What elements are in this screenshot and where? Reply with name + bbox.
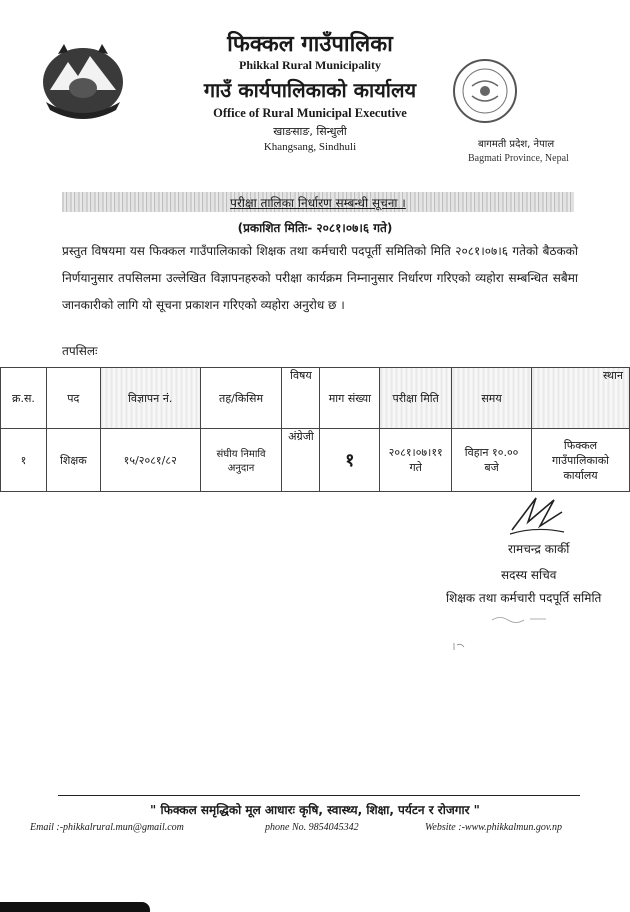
header-post: पद bbox=[46, 368, 100, 429]
header-subject: विषय bbox=[282, 368, 320, 429]
cell-exam-date: २०८१।०७।११ गते bbox=[380, 429, 452, 492]
footer-phone: phone No. 9854045342 bbox=[265, 822, 359, 833]
scan-edge-mark bbox=[0, 902, 150, 912]
cell-advertisement-no: १५/२०८१/८२ bbox=[100, 429, 200, 492]
office-seal-icon bbox=[450, 56, 520, 126]
address-english: Khangsang, Sindhuli bbox=[263, 141, 357, 153]
province-nepali: बागमती प्रदेश, नेपाल bbox=[478, 139, 555, 150]
exam-schedule-table bbox=[0, 367, 630, 492]
cell-level-type: संघीय निमावि अनुदान bbox=[200, 429, 282, 492]
faint-mark bbox=[452, 641, 472, 651]
header-time: समय bbox=[452, 368, 532, 429]
address-nepali: खाङसाङ, सिन्धुली bbox=[273, 125, 347, 138]
footer-slogan: " फिक्कल समृद्धिको मूल आधारः कृषि, स्वास्थ्य, शिक्षा, पर्यटन र रोजगार " bbox=[150, 803, 480, 817]
footer-divider bbox=[58, 795, 580, 796]
header-level-type: तह/किसिम bbox=[200, 368, 282, 429]
office-name-nepali: गाउँ कार्यपालिकाको कार्यालय bbox=[203, 78, 417, 102]
cell-demand-count: १ bbox=[320, 429, 380, 492]
signature-mark bbox=[506, 492, 566, 538]
office-name-english: Office of Rural Municipal Executive bbox=[213, 106, 407, 120]
signatory-role: सदस्य सचिव bbox=[501, 568, 557, 582]
table-row bbox=[1, 429, 630, 492]
nepal-emblem-icon bbox=[38, 40, 128, 120]
cell-venue: फिक्कल गाउँपालिकाको कार्यालय bbox=[532, 429, 630, 492]
notice-body: प्रस्तुत विषयमा यस फिक्कल गाउँपालिकाको शिक्षक तथा कर्मचारी पदपूर्ती समितिको मिति २०८१।०७।६ गतेको बैठकको निर्णयानुसार तपसिलमा उल्लेखित विज्ञापनहरुको परीक्षा कार्यक्रम निम्नानुसार निर्धारण गरिएको व्यहोरा सम्बन्धित सबैमा जानकारीको लागि यो सूचना प्रकाशन गरिएको व्यहोरा अनुरोध छ । bbox=[62, 244, 578, 312]
header-venue: स्थान bbox=[532, 368, 630, 429]
published-date: (प्रकाशित मितिः- २०८१।०७।६ गते) bbox=[237, 221, 393, 235]
notice-title: परीक्षा तालिका निर्धारण सम्बन्धी सूचना । bbox=[230, 196, 406, 210]
committee-name: शिक्षक तथा कर्मचारी पदपूर्ति समिति bbox=[446, 591, 602, 605]
header-advertisement-no: विज्ञापन नं. bbox=[100, 368, 200, 429]
cell-time: विहान १०.०० बजे bbox=[452, 429, 532, 492]
table-header-row bbox=[1, 368, 630, 429]
faint-handwriting bbox=[490, 614, 550, 624]
cell-post: शिक्षक bbox=[46, 429, 100, 492]
header-demand-count: माग संख्या bbox=[320, 368, 380, 429]
header-exam-date: परीक्षा मिति bbox=[380, 368, 452, 429]
signatory-name: रामचन्द्र कार्की bbox=[508, 542, 570, 556]
province-english: Bagmati Province, Nepal bbox=[468, 153, 569, 164]
header-serial: क्र.स. bbox=[1, 368, 47, 429]
footer-email: Email :-phikkalrural.mun@gmail.com bbox=[30, 822, 184, 833]
details-label: तपसिलः bbox=[62, 344, 98, 358]
municipality-name-english: Phikkal Rural Municipality bbox=[238, 58, 382, 72]
cell-serial: १ bbox=[1, 429, 47, 492]
municipality-name-nepali: फिक्कल गाउँपालिका bbox=[227, 32, 393, 57]
footer-website: Website :-www.phikkalmun.gov.np bbox=[425, 822, 563, 833]
cell-subject: अंग्रेजी bbox=[282, 429, 320, 492]
